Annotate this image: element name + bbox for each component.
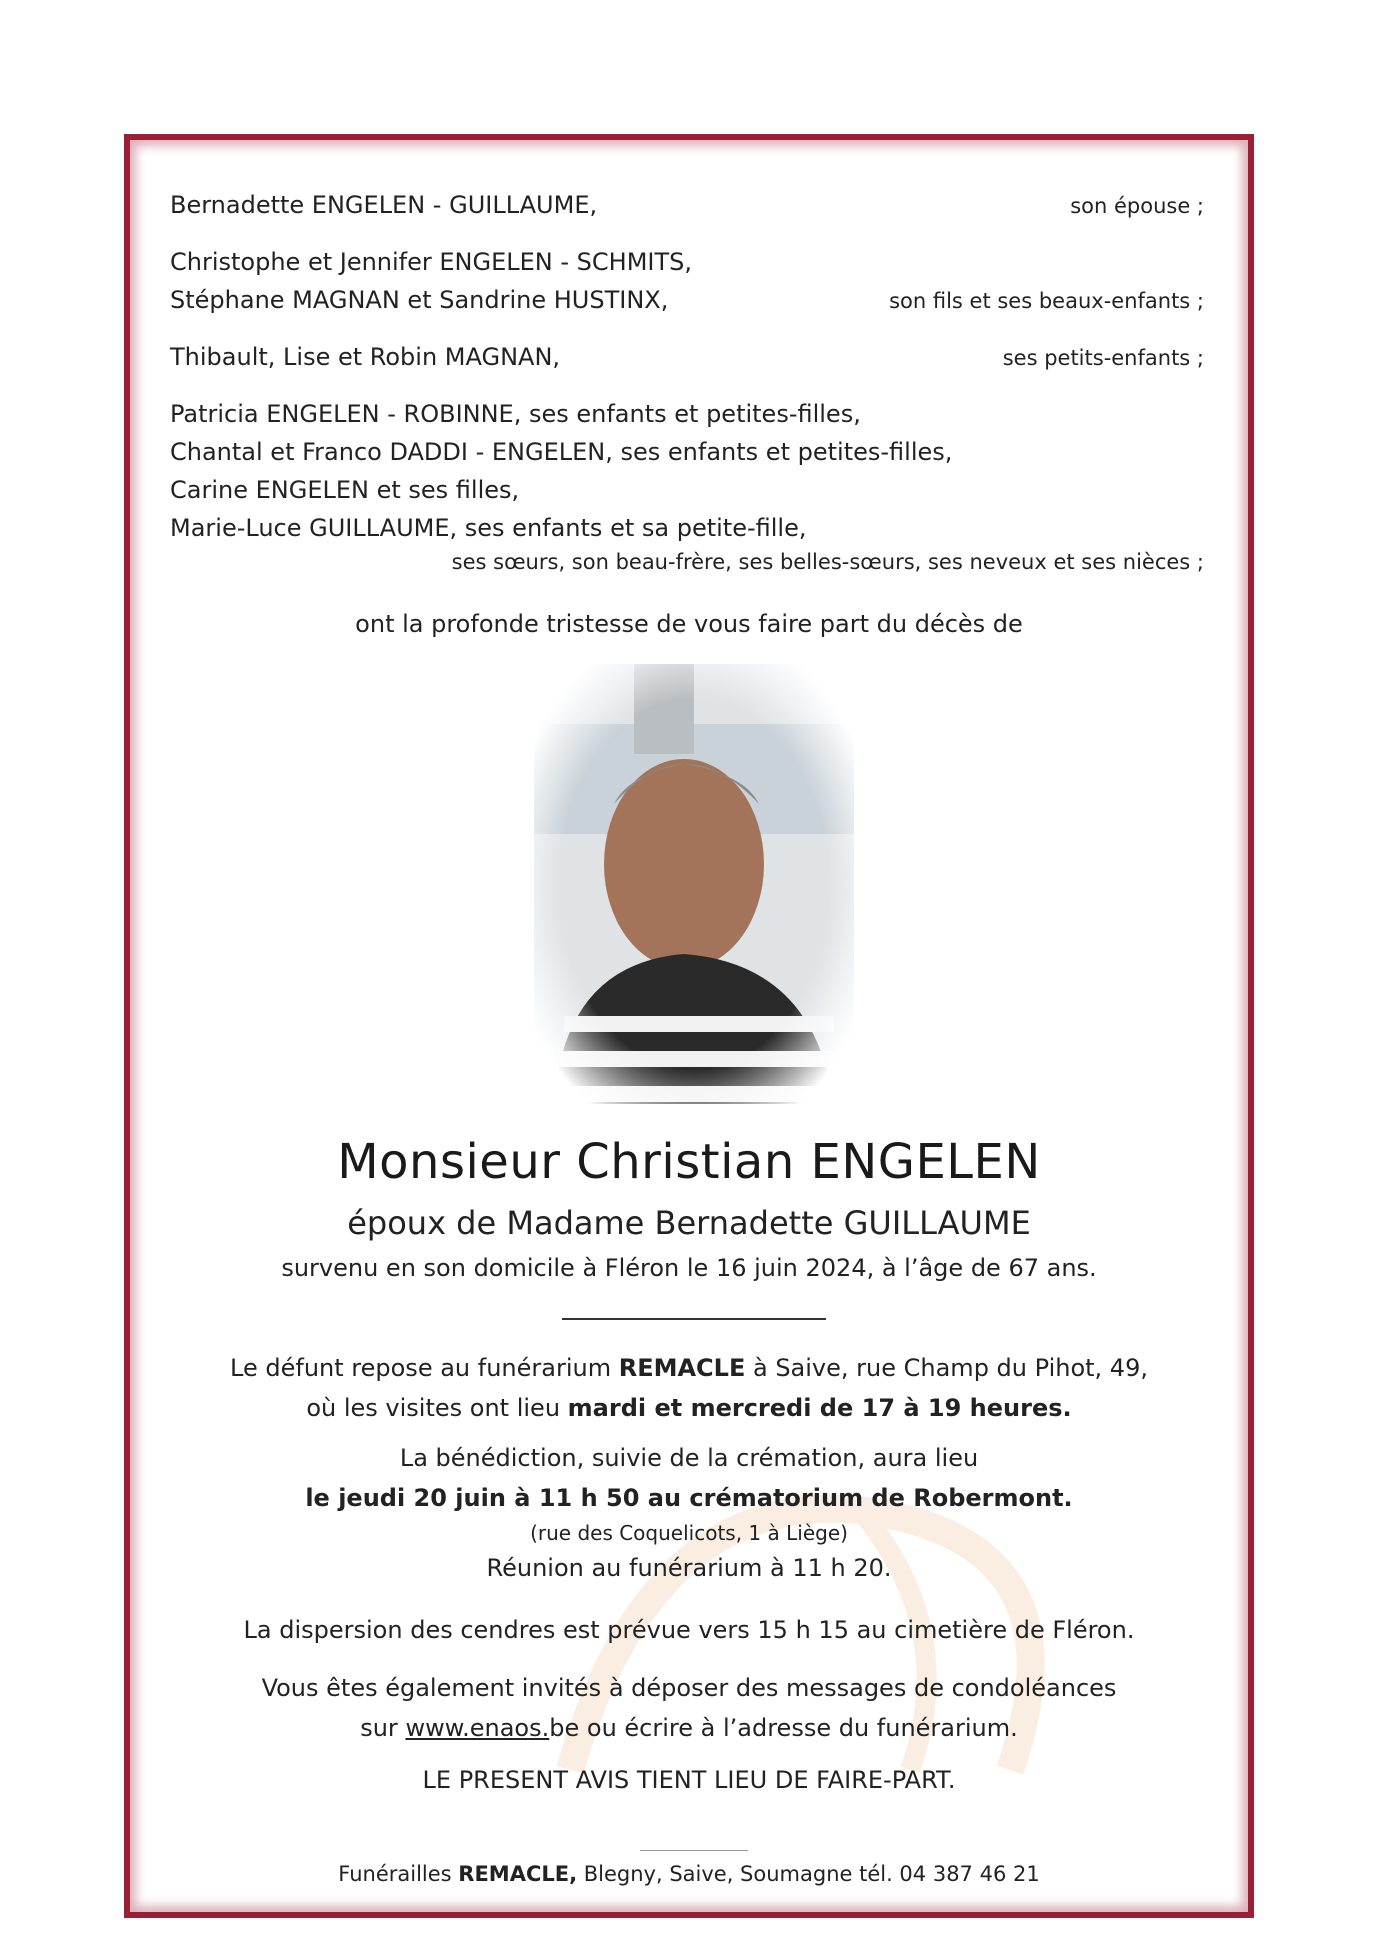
family-row-spouse xyxy=(170,186,1204,225)
ceremony-when: le jeudi 20 juin à 11 h 50 au crématorium de Robermont. xyxy=(305,1484,1073,1512)
blessing-line: La bénédiction, suivie de la crémation, aura lieu xyxy=(399,1444,979,1472)
deceased-spouse: époux de Madame Bernadette GUILLAUME xyxy=(347,1204,1031,1242)
visits-text: où les visites ont lieu xyxy=(306,1394,568,1422)
footer-company: REMACLE, xyxy=(458,1862,578,1886)
family-row-stepchildren xyxy=(170,281,1204,320)
crematorium-address: (rue des Coquelicots, 1 à Liège) xyxy=(530,1521,848,1545)
repose-address: à Saive, rue Champ du Pihot, 49, xyxy=(745,1354,1148,1382)
repose-info xyxy=(130,1348,1248,1428)
family-row-grandchildren xyxy=(170,338,1204,377)
family-line: Chantal et Franco DADDI - ENGELEN, ses enfants et petites-filles, xyxy=(170,438,953,466)
family-line: Marie-Luce GUILLAUME, ses enfants et sa petite-fille, xyxy=(170,514,807,542)
family-relation-siblings: ses sœurs, son beau-frère, ses belles-sœurs, ses neveux et ses nièces ; xyxy=(451,550,1204,574)
family-name: Stéphane MAGNAN et Sandrine HUSTINX, xyxy=(170,286,669,314)
footer-divider xyxy=(640,1850,748,1851)
deceased-name: Monsieur Christian ENGELEN xyxy=(337,1134,1041,1190)
family-line: Patricia ENGELEN - ROBINNE, ses enfants et petites-filles, xyxy=(170,400,861,428)
condolences-line-1: Vous êtes également invités à déposer des messages de condoléances xyxy=(261,1674,1117,1702)
border-frame xyxy=(124,134,1254,1918)
family-relation: son épouse ; xyxy=(1070,194,1204,218)
family-relation: ses petits-enfants ; xyxy=(1002,346,1204,370)
footer xyxy=(130,1862,1248,1886)
funeral-home-name: REMACLE xyxy=(618,1354,746,1382)
portrait-photo xyxy=(534,664,854,1104)
condolences-prefix: sur xyxy=(360,1714,406,1742)
condolences-suffix: be ou écrire à l’adresse du funérarium. xyxy=(549,1714,1018,1742)
family-row-son xyxy=(170,243,1204,281)
visits-times: mardi et mercredi de 17 à 19 heures. xyxy=(567,1394,1072,1422)
footer-contact: Blegny, Saive, Soumagne tél. 04 387 46 21 xyxy=(577,1862,1040,1886)
ceremony-when-line xyxy=(130,1478,1248,1518)
website-link[interactable]: www.enaos. xyxy=(405,1714,550,1742)
family-name: Thibault, Lise et Robin MAGNAN, xyxy=(170,343,561,371)
family-relation: son fils et ses beaux-enfants ; xyxy=(889,289,1204,313)
family-line: Carine ENGELEN et ses filles, xyxy=(170,476,520,504)
family-name: Bernadette ENGELEN - GUILLAUME, xyxy=(170,191,598,219)
condolences-info xyxy=(130,1668,1248,1748)
repose-line xyxy=(130,1348,1248,1388)
divider xyxy=(562,1318,826,1320)
dispersion-line: La dispersion des cendres est prévue vers 15 h 15 au cimetière de Fléron. xyxy=(243,1616,1135,1644)
reunion-line: Réunion au funérarium à 11 h 20. xyxy=(486,1554,892,1582)
visits-line xyxy=(130,1388,1248,1428)
intro-text: ont la profonde tristesse de vous faire part du décès de xyxy=(355,610,1023,638)
condolences-line-2 xyxy=(130,1708,1248,1748)
family-list xyxy=(170,186,1204,577)
family-name: Christophe et Jennifer ENGELEN - SCHMITS, xyxy=(170,248,693,276)
ceremony-info xyxy=(130,1438,1248,1588)
deceased-death-info: survenu en son domicile à Fléron le 16 juin 2024, à l’âge de 67 ans. xyxy=(281,1254,1097,1282)
repose-text: Le défunt repose au funérarium xyxy=(230,1354,619,1382)
footer-prefix: Funérailles xyxy=(338,1862,459,1886)
notice-line: LE PRESENT AVIS TIENT LIEU DE FAIRE-PART. xyxy=(422,1766,956,1794)
